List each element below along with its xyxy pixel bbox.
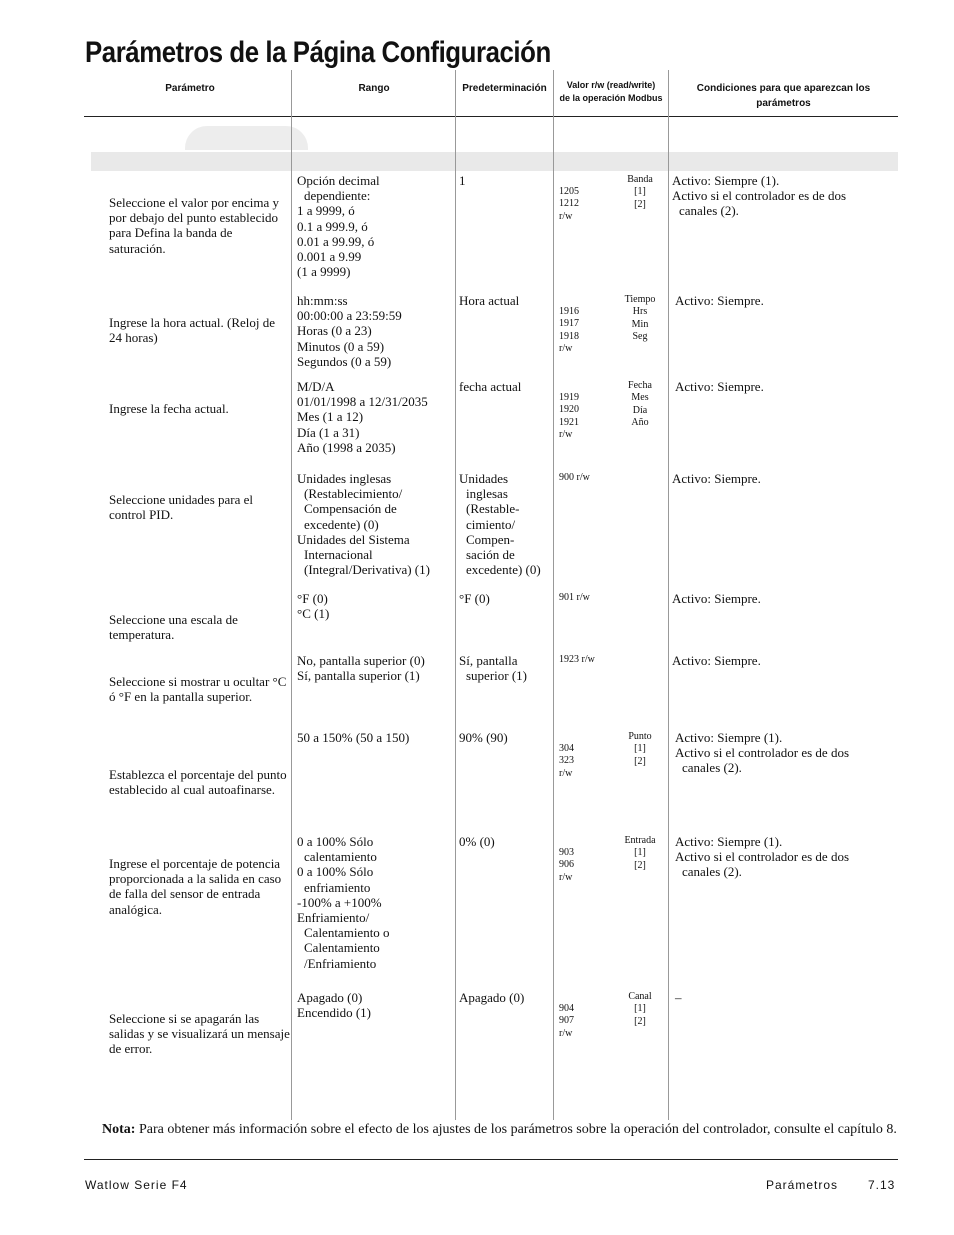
modbus-register: r/w bbox=[559, 767, 573, 779]
condition-line: canales (2). bbox=[682, 760, 742, 776]
footer-rule bbox=[84, 1159, 898, 1160]
range-line: 0.001 a 9.99 bbox=[297, 249, 362, 265]
header-modbus bbox=[554, 79, 668, 105]
default-line: °F (0) bbox=[459, 591, 490, 606]
range-cell bbox=[297, 653, 452, 683]
note-paragraph bbox=[85, 1121, 897, 1138]
modbus-register-cell bbox=[559, 654, 614, 666]
modbus-label: Canal bbox=[628, 991, 652, 1002]
modbus-label: [1] bbox=[634, 847, 646, 859]
range-line: 00:00:00 a 23:59:59 bbox=[297, 308, 402, 324]
range-line: dependiente: bbox=[304, 188, 371, 204]
condition-line: canales (2). bbox=[679, 203, 739, 219]
modbus-register-cell bbox=[559, 743, 614, 780]
modbus-register-cell bbox=[559, 1003, 614, 1040]
modbus-label-cell bbox=[612, 174, 668, 211]
modbus-register: 907 bbox=[559, 1015, 574, 1027]
parameter-description: Ingrese el porcentaje de potencia proporcionada a la salida en caso de falla del sensor de entrada analógica. bbox=[109, 856, 282, 917]
range-line: M/D/A bbox=[297, 379, 335, 394]
modbus-register-cell bbox=[559, 592, 614, 604]
modbus-register: 1205 bbox=[559, 186, 579, 197]
range-line: Encendido (1) bbox=[297, 1005, 372, 1021]
range-cell bbox=[297, 834, 452, 971]
section-tab-shape bbox=[185, 126, 308, 150]
modbus-label: [1] bbox=[634, 1003, 646, 1015]
modbus-register: r/w bbox=[559, 1027, 573, 1039]
condition-line: canales (2). bbox=[682, 864, 742, 880]
range-cell bbox=[297, 293, 452, 369]
parameter-description: Seleccione una escala de temperatura. bbox=[109, 612, 238, 643]
range-line: (Integral/Derivativa) (1) bbox=[304, 562, 430, 578]
range-line: Internacional bbox=[304, 547, 373, 563]
default-cell bbox=[459, 471, 551, 577]
range-line: Segundos (0 a 59) bbox=[297, 353, 392, 369]
range-line: 0 a 100% Sólo bbox=[297, 864, 374, 880]
default-cell bbox=[459, 834, 551, 849]
modbus-register-cell bbox=[559, 392, 614, 442]
header-rule bbox=[84, 116, 898, 117]
modbus-register: 1918 bbox=[559, 330, 579, 342]
condition-line: Activo: Siempre (1). bbox=[675, 834, 783, 849]
range-cell bbox=[297, 173, 452, 279]
modbus-label: [2] bbox=[634, 198, 646, 210]
condition-cell bbox=[672, 990, 897, 1005]
range-line: 50 a 150% (50 a 150) bbox=[297, 730, 410, 745]
range-line: /Enfriamiento bbox=[304, 955, 377, 971]
condition-cell bbox=[672, 834, 897, 880]
modbus-register: 1923 r/w bbox=[559, 654, 595, 665]
modbus-label: [2] bbox=[634, 755, 646, 767]
modbus-register: 1921 bbox=[559, 416, 579, 428]
parameter-description: Seleccione si se apagarán las salidas y se visualizará un mensaje de error. bbox=[109, 1011, 290, 1057]
column-divider bbox=[553, 70, 554, 1120]
range-cell bbox=[297, 730, 452, 745]
condition-line: Activo: Siempre (1). bbox=[675, 730, 783, 745]
modbus-register: 904 bbox=[559, 1003, 574, 1014]
modbus-register-cell bbox=[559, 472, 614, 484]
modbus-register: r/w bbox=[559, 210, 573, 222]
condition-cell bbox=[672, 379, 897, 394]
modbus-register: 323 bbox=[559, 755, 574, 767]
modbus-label: [1] bbox=[634, 743, 646, 755]
range-line: enfriamiento bbox=[304, 879, 371, 895]
default-cell bbox=[459, 293, 551, 308]
modbus-label: Seg bbox=[632, 331, 648, 343]
range-cell bbox=[297, 990, 452, 1020]
range-line: Mes (1 a 12) bbox=[297, 409, 364, 425]
modbus-label: Día bbox=[632, 404, 648, 416]
default-cell bbox=[459, 173, 551, 188]
condition-line: Activo: Siempre. bbox=[675, 293, 764, 308]
condition-line: Activo: Siempre. bbox=[675, 379, 764, 394]
range-line: Horas (0 a 23) bbox=[297, 323, 372, 339]
default-line: cimiento/ bbox=[466, 516, 516, 532]
parameter-description: Ingrese la fecha actual. bbox=[109, 401, 229, 416]
range-cell bbox=[297, 471, 452, 577]
condition-cell bbox=[672, 293, 897, 308]
range-line: Calentamiento bbox=[304, 940, 380, 956]
default-cell bbox=[459, 730, 551, 745]
range-line: Calentamiento o bbox=[304, 925, 390, 941]
range-line: 0.1 a 999.9, ó bbox=[297, 218, 368, 234]
range-line: Minutos (0 a 59) bbox=[297, 338, 385, 354]
modbus-register: r/w bbox=[559, 343, 573, 355]
modbus-register: 906 bbox=[559, 859, 574, 871]
modbus-label-cell bbox=[612, 380, 668, 430]
condition-cell bbox=[672, 653, 894, 668]
default-line: 90% (90) bbox=[459, 730, 508, 745]
condition-line: Activo si el controlador es de dos bbox=[675, 849, 850, 865]
modbus-register: 901 r/w bbox=[559, 592, 590, 603]
range-line: Compensación de bbox=[304, 501, 397, 517]
modbus-label: Tiempo bbox=[624, 294, 656, 305]
default-line: inglesas bbox=[466, 486, 508, 502]
range-line: Año (1998 a 2035) bbox=[297, 439, 396, 455]
modbus-register: 1212 bbox=[559, 198, 579, 210]
condition-line: Activo: Siempre (1). bbox=[672, 173, 780, 188]
modbus-register: 1916 bbox=[559, 306, 579, 317]
modbus-register: 1917 bbox=[559, 318, 579, 330]
range-line: hh:mm:ss bbox=[297, 293, 348, 308]
range-line: 1 a 9999, ó bbox=[297, 203, 355, 219]
column-divider bbox=[455, 70, 456, 1120]
column-divider bbox=[668, 70, 669, 1120]
range-line: Unidades del Sistema bbox=[297, 531, 410, 547]
condition-line: Activo: Siempre. bbox=[672, 653, 761, 668]
default-line: superior (1) bbox=[466, 668, 528, 684]
note-label: Nota: bbox=[102, 1122, 136, 1137]
parameter-description: Establezca el porcentaje del punto establecido al cual autoafinarse. bbox=[109, 767, 287, 798]
parameter-description: Seleccione el valor por encima y por debajo del punto establecido para Defina la banda de saturación. bbox=[109, 195, 280, 256]
parameter-description: Ingrese la hora actual. (Reloj de 24 horas) bbox=[109, 315, 276, 346]
default-line: Unidades bbox=[459, 471, 509, 486]
modbus-register: 903 bbox=[559, 847, 574, 858]
condition-cell bbox=[672, 730, 897, 776]
page-title: Parámetros de la Página Configuración bbox=[85, 36, 551, 69]
range-line: 0.01 a 99.99, ó bbox=[297, 233, 375, 249]
modbus-label: Entrada bbox=[624, 835, 656, 846]
range-line: 01/01/1998 a 12/31/2035 bbox=[297, 394, 428, 410]
modbus-label: Fecha bbox=[628, 380, 652, 391]
range-line: (Restablecimiento/ bbox=[304, 486, 403, 502]
modbus-register: r/w bbox=[559, 871, 573, 883]
modbus-register: 1920 bbox=[559, 404, 579, 416]
header-condiciones-line1: Condiciones para que aparezcan los bbox=[696, 83, 871, 94]
range-line: °F (0) bbox=[297, 591, 328, 606]
header-condiciones-line2: parámetros bbox=[756, 98, 811, 109]
modbus-label-cell bbox=[612, 991, 668, 1028]
note-text: Para obtener más información sobre el efecto de los ajustes de los parámetros sobre la operación del controlador, consulte el capítulo 8. bbox=[135, 1122, 897, 1137]
modbus-label: Hrs bbox=[632, 306, 648, 318]
header-rango: Rango bbox=[358, 83, 390, 94]
modbus-register-cell bbox=[559, 847, 614, 884]
default-line: sación de bbox=[466, 547, 515, 563]
header-modbus-line2: de la operación Modbus bbox=[559, 93, 663, 103]
range-line: Apagado (0) bbox=[297, 990, 363, 1005]
modbus-label-cell bbox=[612, 294, 668, 344]
modbus-register: 304 bbox=[559, 743, 574, 754]
parameter-description: Seleccione si mostrar u ocultar °C ó °F en la pantalla superior. bbox=[109, 674, 287, 705]
default-cell bbox=[459, 379, 551, 394]
range-line: °C (1) bbox=[297, 606, 330, 622]
range-cell bbox=[297, 591, 452, 621]
footer-page-number: 7.13 bbox=[868, 1178, 896, 1192]
modbus-label: Mes bbox=[631, 392, 649, 404]
range-line: excedente) (0) bbox=[304, 516, 379, 532]
default-cell bbox=[459, 653, 551, 683]
range-line: Unidades inglesas bbox=[297, 471, 392, 486]
modbus-label-cell bbox=[612, 731, 668, 768]
range-line: Día (1 a 31) bbox=[297, 424, 360, 440]
header-condiciones bbox=[669, 81, 898, 111]
range-line: (1 a 9999) bbox=[297, 264, 351, 280]
condition-cell bbox=[672, 173, 894, 219]
header-modbus-line1: Valor r/w (read/write) bbox=[566, 80, 656, 90]
range-line: -100% a +100% bbox=[297, 894, 382, 910]
range-line: 0 a 100% Sólo bbox=[297, 834, 374, 849]
range-line: Enfriamiento/ bbox=[297, 910, 370, 926]
modbus-label: [2] bbox=[634, 859, 646, 871]
default-line: excedente) (0) bbox=[466, 562, 541, 578]
modbus-label-cell bbox=[612, 835, 668, 872]
range-line: Opción decimal bbox=[297, 173, 380, 188]
modbus-register: 900 r/w bbox=[559, 472, 590, 483]
condition-line: – bbox=[675, 990, 682, 1005]
header-parametro: Parámetro bbox=[165, 83, 215, 94]
header-predeterminacion: Predeterminación bbox=[462, 83, 547, 94]
default-line: 1 bbox=[459, 173, 466, 188]
condition-line: Activo: Siempre. bbox=[672, 591, 761, 606]
default-line: (Restable- bbox=[466, 501, 520, 517]
condition-cell bbox=[672, 591, 894, 606]
modbus-label: Punto bbox=[628, 731, 652, 742]
range-line: Sí, pantalla superior (1) bbox=[297, 668, 420, 684]
modbus-label: Min bbox=[631, 318, 649, 330]
default-line: Sí, pantalla bbox=[459, 653, 518, 668]
default-line: Hora actual bbox=[459, 293, 520, 308]
footer-product: Watlow Serie F4 bbox=[85, 1178, 188, 1192]
footer-section: Parámetros bbox=[766, 1178, 839, 1192]
condition-line: Activo si el controlador es de dos bbox=[672, 188, 847, 204]
condition-line: Activo: Siempre. bbox=[672, 471, 761, 486]
range-line: No, pantalla superior (0) bbox=[297, 653, 425, 668]
default-line: fecha actual bbox=[459, 379, 522, 394]
default-line: Apagado (0) bbox=[459, 990, 525, 1005]
range-cell bbox=[297, 379, 452, 455]
default-line: Compen- bbox=[466, 531, 515, 547]
modbus-label: Año bbox=[631, 417, 649, 429]
default-cell bbox=[459, 990, 551, 1005]
column-divider bbox=[291, 70, 292, 1120]
parameter-description: Seleccione unidades para el control PID. bbox=[109, 492, 254, 523]
modbus-register-cell bbox=[559, 306, 614, 356]
range-line: calentamiento bbox=[304, 849, 377, 865]
section-band bbox=[91, 152, 898, 171]
modbus-register-cell bbox=[559, 186, 614, 223]
condition-line: Activo si el controlador es de dos bbox=[675, 745, 850, 761]
default-cell bbox=[459, 591, 551, 606]
default-line: 0% (0) bbox=[459, 834, 495, 849]
condition-cell bbox=[672, 471, 894, 486]
modbus-register: 1919 bbox=[559, 392, 579, 403]
modbus-label: [1] bbox=[634, 186, 646, 198]
modbus-register: r/w bbox=[559, 429, 573, 441]
modbus-label: Banda bbox=[627, 174, 653, 185]
modbus-label: [2] bbox=[634, 1015, 646, 1027]
